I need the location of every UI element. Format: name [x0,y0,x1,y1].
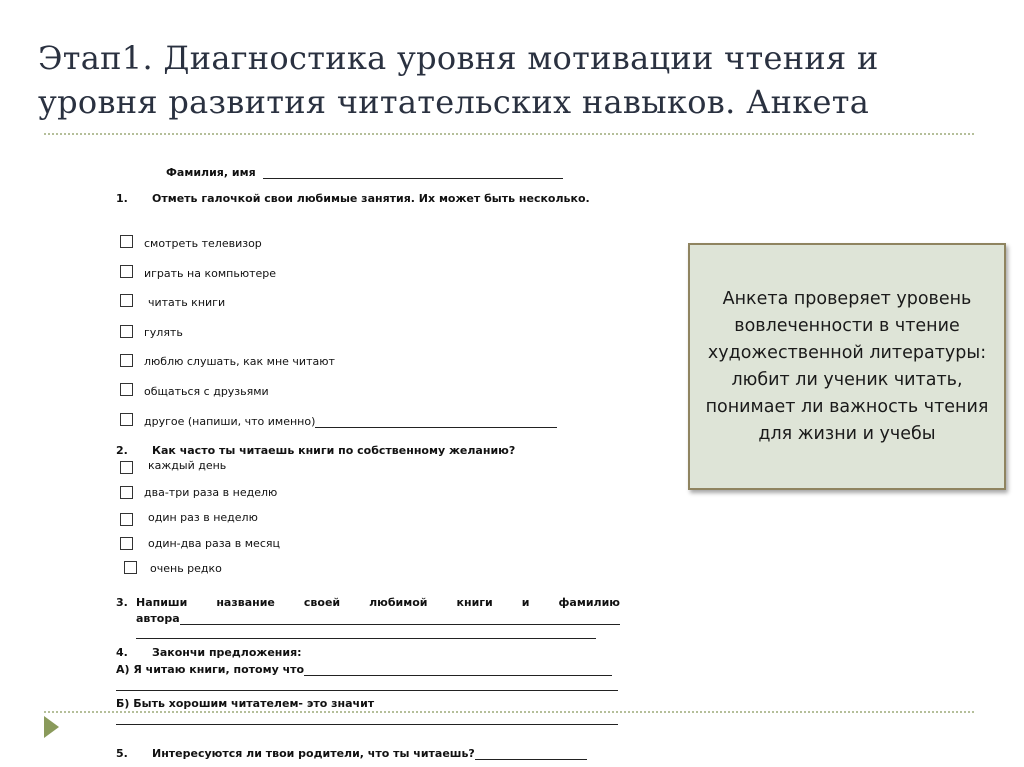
q2-checkbox-1[interactable] [120,486,133,499]
q1-option-0: смотреть телевизор [144,237,262,250]
q3-word-5: и [521,596,530,609]
q3-word-3: любимой [369,596,428,609]
q1-option-1: играть на компьютере [144,267,276,280]
q2-text: Как часто ты читаешь книги по собственному желанию? [152,444,516,457]
q3-author-label: автора [136,612,180,625]
q3-author-input-line[interactable] [180,613,620,625]
q4-number: 4. [116,646,128,659]
q1-option-5: общаться с друзьями [144,385,269,398]
callout-text: Анкета проверяет уровень вовлеченности в чтение художественной литературы: любит ли ученик читать, понимает ли важность чтения для жизни и учебы [705,288,989,444]
q3-text-row [136,596,620,609]
q4a-answer-line[interactable] [116,690,618,691]
q3-number: 3. [116,596,128,609]
q4b-answer-line[interactable] [116,724,618,725]
q2-option-1: два-три раза в неделю [144,486,278,499]
slide-title: Этап1. Диагностика уровня мотивации чтения и уровня развития читательских навыков. Анкета [38,39,879,121]
q3-word-4: книги [456,596,493,609]
q1-checkbox-4[interactable] [120,354,133,367]
q1-checkbox-5[interactable] [120,383,133,396]
q5-number: 5. [116,747,128,760]
q1-option-2: читать книги [148,296,226,309]
q4a-input-line[interactable] [304,664,612,676]
title-divider [44,133,974,135]
q3-word-0: Напиши [136,596,188,609]
q3-word-2: своей [303,596,341,609]
q5-row [152,747,587,760]
q5-text: Интересуются ли твои родители, что ты читаешь? [152,747,475,760]
q1-other-input-line[interactable] [315,416,557,428]
q2-checkbox-2[interactable] [120,513,133,526]
q2-option-0: каждый день [148,459,227,472]
q3-word-1: название [216,596,275,609]
q1-checkbox-3[interactable] [120,325,133,338]
triangle-arrow-icon [44,716,59,738]
q2-number: 2. [116,444,128,457]
q1-checkbox-6[interactable] [120,413,133,426]
q2-option-3: один-два раза в месяц [148,537,280,550]
q3-answer-line[interactable] [136,638,596,639]
q2-checkbox-4[interactable] [124,561,137,574]
q4a-row [116,663,612,676]
q4-text: Закончи предложения: [152,646,302,659]
name-input-line[interactable] [263,167,563,179]
q1-text: Отметь галочкой свои любимые занятия. Их может быть несколько. [152,192,590,205]
q4b-text: Б) Быть хорошим читателем- это значит [116,697,375,710]
q2-option-2: один раз в неделю [148,511,258,524]
q2-checkbox-0[interactable] [120,461,133,474]
name-label: Фамилия, имя [166,166,256,179]
q1-checkbox-1[interactable] [120,265,133,278]
questionnaire-sheet [108,156,628,767]
q4a-text: А) Я читаю книги, потому что [116,663,305,676]
q1-option-6-row [144,415,557,428]
footer-divider [44,711,974,713]
q3-line2-row [136,612,620,625]
q1-option-6: другое (напиши, что именно) [144,415,316,428]
name-field-row [166,166,563,179]
q1-number: 1. [116,192,128,205]
q5-input-line[interactable] [475,748,587,760]
q3-word-6: фамилию [558,596,620,609]
q2-option-4: очень редко [150,562,222,575]
q1-option-3: гулять [144,326,183,339]
q1-option-4: люблю слушать, как мне читают [144,355,335,368]
callout-box [688,243,1006,490]
q2-checkbox-3[interactable] [120,537,133,550]
q1-checkbox-0[interactable] [120,235,133,248]
q1-checkbox-2[interactable] [120,294,133,307]
